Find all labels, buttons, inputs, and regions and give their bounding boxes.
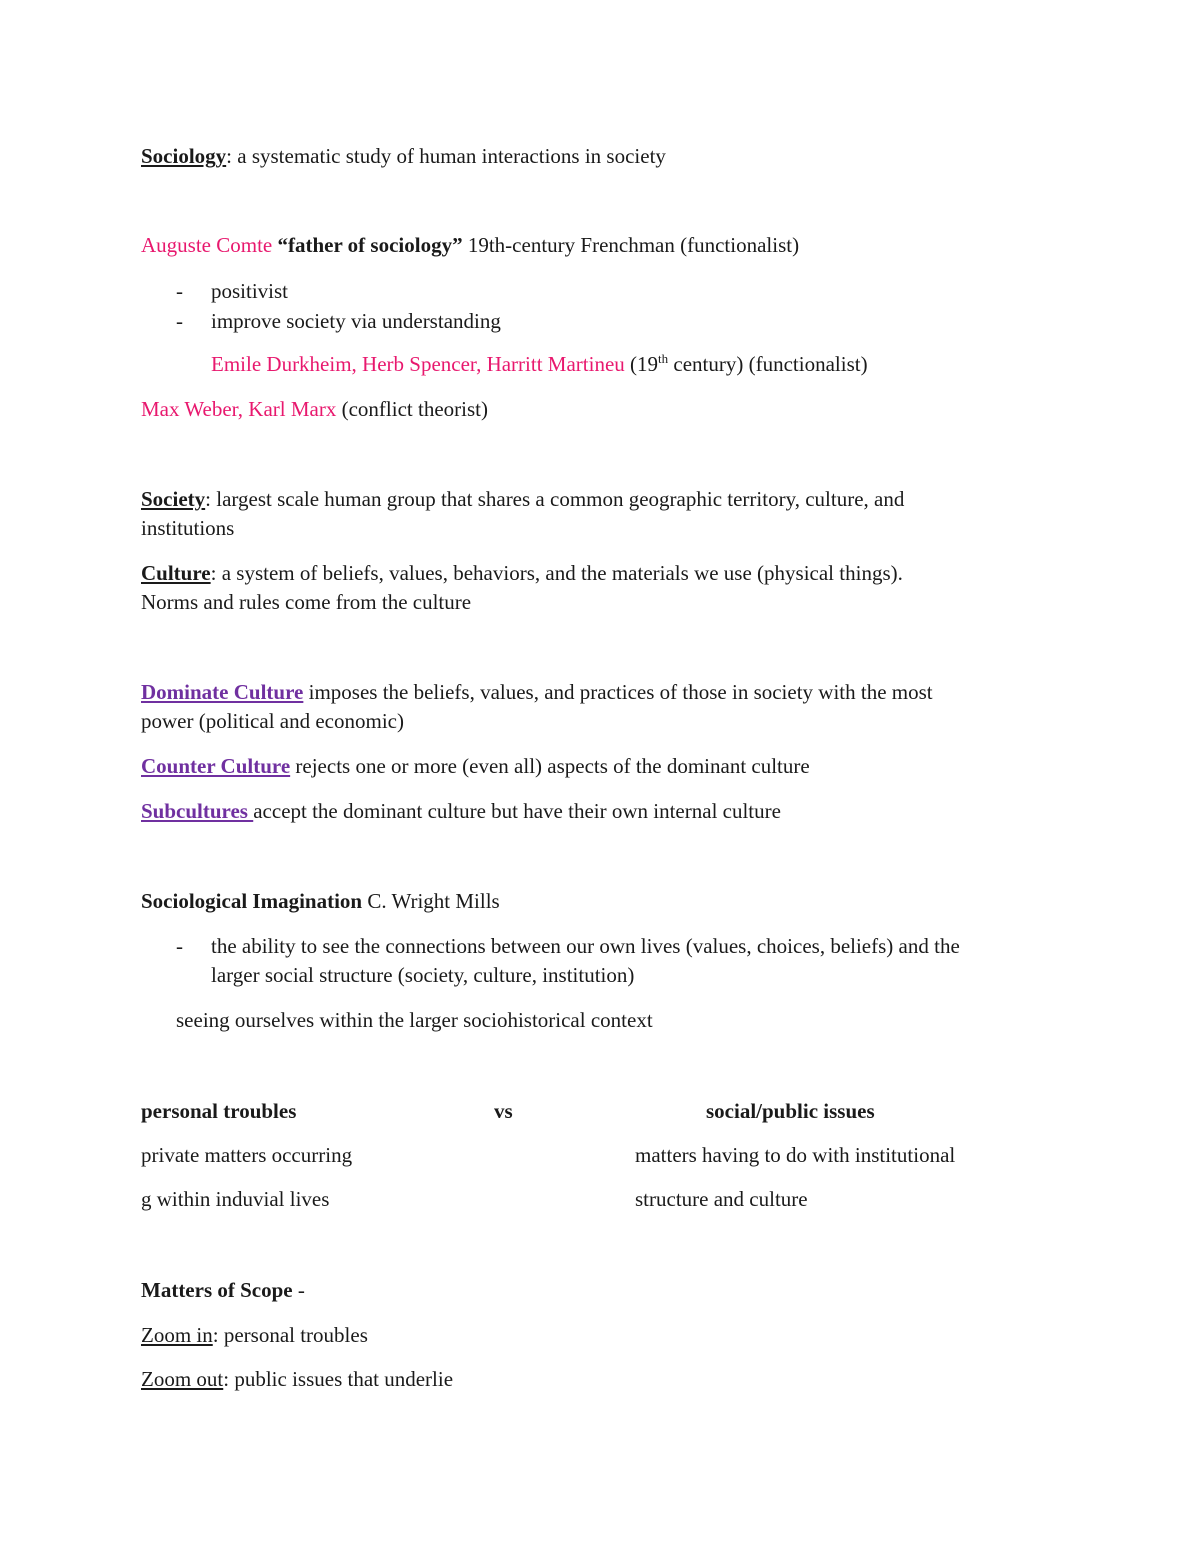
personal-troubles-line-2: g within induvial lives: [141, 1187, 330, 1211]
dominate-culture-cont: power (political and economic): [141, 709, 404, 733]
comte-title: “father of sociology”: [277, 233, 463, 257]
personal-troubles-heading: personal troubles: [141, 1099, 297, 1123]
bullet-improve-society: improve society via understanding: [211, 309, 501, 333]
culture-term: Culture: [141, 561, 211, 585]
society-definition-cont: institutions: [141, 516, 235, 540]
bullet-dash: -: [176, 934, 183, 958]
bullet-positivist: positivist: [211, 279, 289, 303]
sociology-def: : a systematic study of human interactions in society: [226, 144, 666, 168]
comte-name: Auguste Comte: [141, 233, 273, 257]
durkheim-names: Emile Durkheim, Herb Spencer, Harritt Martineu: [211, 352, 625, 376]
matters-of-scope-heading: Matters of Scope -: [141, 1278, 305, 1302]
society-term: Society: [141, 487, 206, 511]
culture-definition-cont: Norms and rules come from the culture: [141, 590, 472, 614]
society-definition: Society: largest scale human group that shares a common geographic territory, culture, and: [141, 487, 905, 511]
sociology-definition: [141, 146, 666, 167]
comte-rest: 19th-century Frenchman (functionalist): [462, 233, 800, 257]
bullet-dash: -: [176, 309, 183, 333]
imagination-bullet-cont: larger social structure (society, culture, institution): [211, 963, 635, 987]
zoom-out-line: Zoom out: public issues that underlie: [141, 1367, 454, 1391]
imagination-bullet: the ability to see the connections between our own lives (values, choices, beliefs) and the: [211, 934, 960, 958]
counter-culture-definition: Counter Culture rejects one or more (even all) aspects of the dominant culture: [141, 754, 810, 778]
comte-line: [141, 235, 799, 256]
subcultures-term: Subcultures: [141, 799, 254, 823]
weber-names: Max Weber, Karl Marx: [141, 397, 337, 421]
culture-definition: Culture: a system of beliefs, values, behaviors, and the materials we use (physical things).: [141, 561, 903, 585]
weber-line: Max Weber, Karl Marx (conflict theorist): [141, 397, 488, 421]
zoom-out-term: Zoom out: [141, 1367, 224, 1391]
public-issues-line-1: matters having to do with institutional: [635, 1143, 956, 1167]
dominate-culture-definition: Dominate Culture imposes the beliefs, values, and practices of those in society with the most: [141, 680, 933, 704]
imagination-note: seeing ourselves within the larger sociohistorical context: [176, 1008, 653, 1032]
personal-troubles-line-1: private matters occurring: [141, 1143, 353, 1167]
vs-label: vs: [494, 1099, 513, 1123]
public-issues-heading: social/public issues: [706, 1099, 875, 1123]
sociology-term: Sociology: [141, 144, 227, 168]
counter-culture-term: Counter Culture: [141, 754, 291, 778]
sociological-imagination-term: Sociological Imagination: [141, 889, 363, 913]
sociological-imagination-heading: Sociological Imagination C. Wright Mills: [141, 889, 500, 913]
public-issues-line-2: structure and culture: [635, 1187, 808, 1211]
bullet-dash: -: [176, 279, 183, 303]
zoom-in-line: Zoom in: personal troubles: [141, 1323, 368, 1347]
durkheim-line: Emile Durkheim, Herb Spencer, Harritt Martineu (19th century) (functionalist): [211, 351, 868, 376]
zoom-in-term: Zoom in: [141, 1323, 213, 1347]
matters-of-scope-term: Matters of Scope: [141, 1278, 293, 1302]
dominate-culture-term: Dominate Culture: [141, 680, 304, 704]
subcultures-definition: Subcultures accept the dominant culture but have their own internal culture: [141, 799, 781, 823]
